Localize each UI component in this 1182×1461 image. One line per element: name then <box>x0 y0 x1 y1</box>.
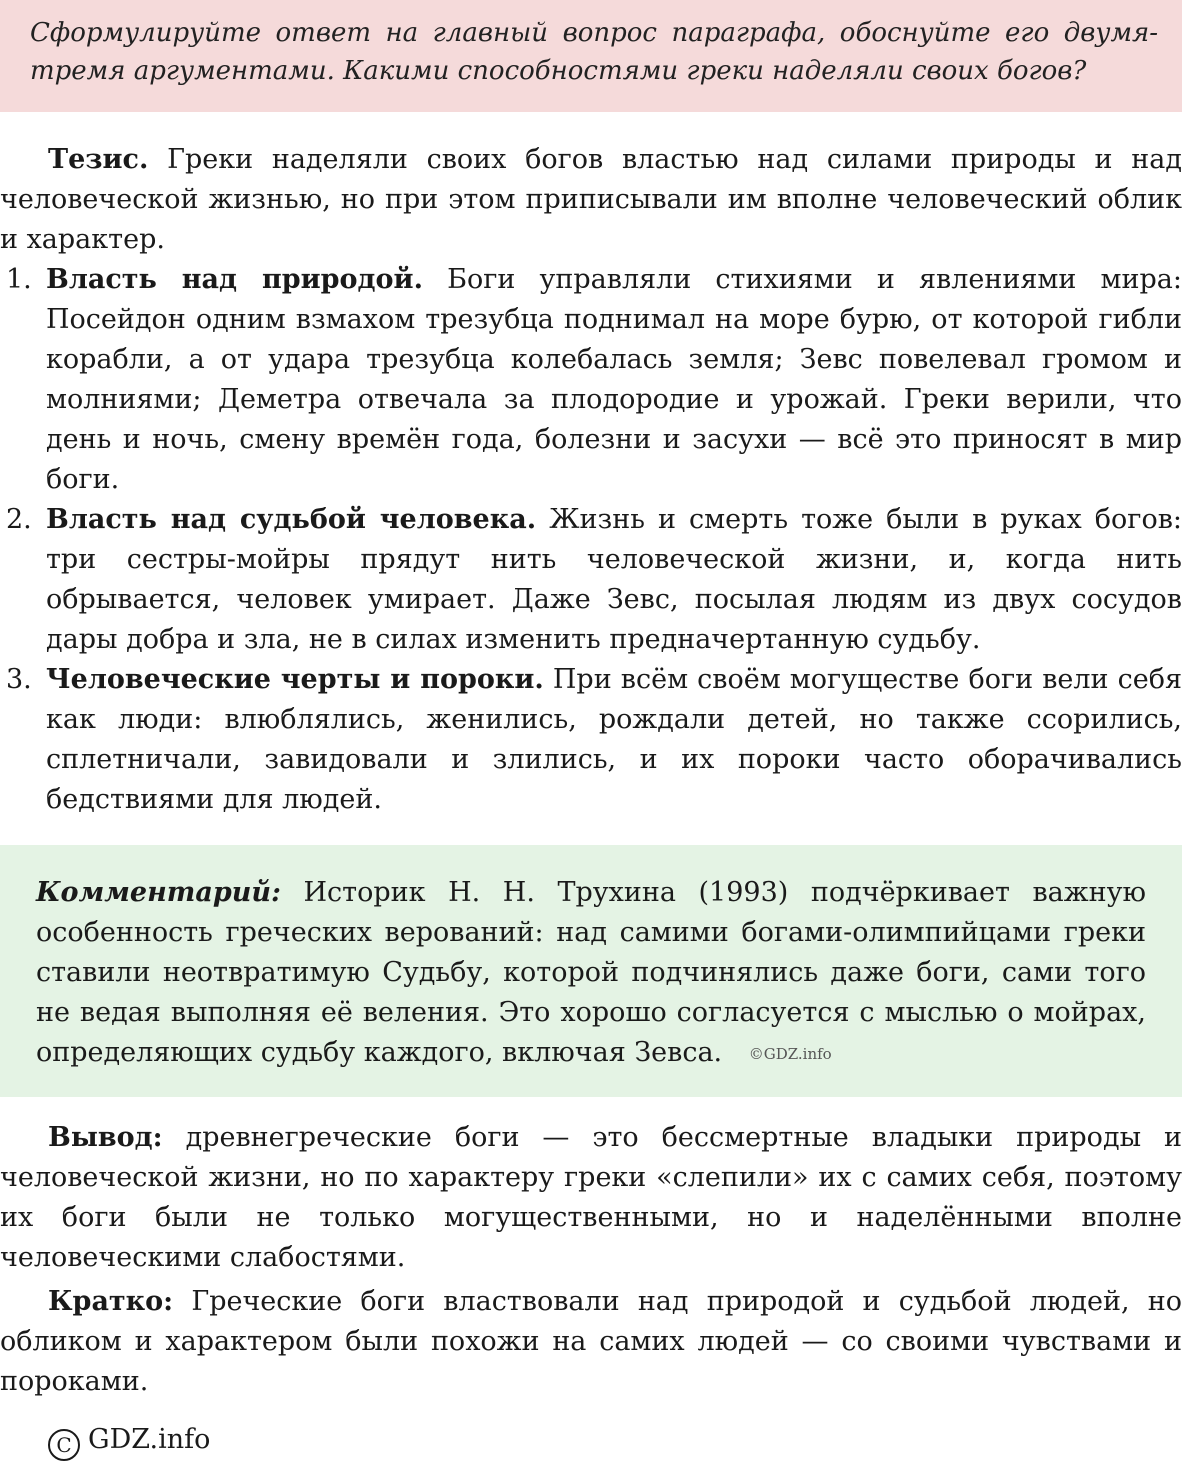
comment-watermark: ©GDZ.info <box>748 1044 832 1063</box>
comment-text: Историк Н. Н. Трухина (1993) подчёркивает важную особенность греческих верований: над самими богами-олимпийцами греки ставили неотвратимую Судьбу, которой подчинялись даже боги, сами того не ведая выполняя её веления. Это хорошо согласуется с мыслью о мойрах, определяющих судьбу каждого, включая Зевса. <box>36 877 1146 1068</box>
comment-paragraph <box>36 873 1146 1074</box>
conclusion-paragraph <box>0 1118 1182 1278</box>
thesis-label: Тезис. <box>48 144 149 175</box>
conclusion-section <box>0 1118 1182 1402</box>
task-question-box <box>0 0 1182 112</box>
argument-text: При всём своём могуществе боги вели себя как люди: влюблялись, женились, рождали детей, но также ссорились, сплетничали, завидовали и злились, и их пороки часто оборачивались бедствиями для людей. <box>46 664 1182 815</box>
copyright-icon: C <box>48 1429 80 1461</box>
footer-site: GDZ.info <box>88 1424 211 1455</box>
argument-item <box>0 500 1182 660</box>
thesis-paragraph <box>0 140 1182 260</box>
summary-text: Греческие боги властвовали над природой и судьбой людей, но обликом и характером были похожи на самих людей — со своими чувствами и пороками. <box>0 1286 1182 1397</box>
summary-label: Кратко: <box>48 1286 174 1317</box>
argument-title: Власть над судьбой человека. <box>46 504 537 535</box>
conclusion-text: древнегреческие боги — это бессмертные владыки природы и человеческой жизни, но по характеру греки «слепили» их с самих себя, поэтому их боги были не только могущественными, но и наделёнными вполне человеческими слабостями. <box>0 1122 1182 1273</box>
argument-title: Власть над природой. <box>46 264 423 295</box>
argument-item <box>0 660 1182 820</box>
argument-number: 1. <box>6 264 32 295</box>
argument-title: Человеческие черты и пороки. <box>46 664 544 695</box>
argument-number: 3. <box>6 664 32 695</box>
task-question-text: Сформулируйте ответ на главный вопрос параграфа, обоснуйте его двумя-тремя аргументами. Какими способностями греки наделяли своих богов? <box>30 18 1158 86</box>
conclusion-label: Вывод: <box>48 1122 163 1153</box>
argument-number: 2. <box>6 504 32 535</box>
argument-item <box>0 260 1182 500</box>
footer-copyright <box>48 1420 210 1461</box>
comment-box <box>0 845 1182 1097</box>
argument-text: Боги управляли стихиями и явлениями мира: Посейдон одним взмахом трезубца поднимал на море бурю, от которой гибли корабли, а от удара трезубца колебалась земля; Зевс повелевал громом и молниями; Деметра отвечала за плодородие и урожай. Греки верили, что день и ночь, смену времён года, болезни и засухи — всё это приносят в мир боги. <box>46 264 1182 495</box>
thesis-text: Греки наделяли своих богов властью над силами природы и над человеческой жизнью, но при этом приписывали им вполне человеческий облик и характер. <box>0 144 1182 255</box>
arguments-list <box>0 260 1182 820</box>
answer-body <box>0 140 1182 820</box>
argument-text: Жизнь и смерть тоже были в руках богов: три сестры-мойры прядут нить человеческой жизни, и, когда нить обрывается, человек умирает. Даже Зевс, посылая людям из двух сосудов дары добра и зла, не в силах изменить предначертанную судьбу. <box>46 504 1182 655</box>
comment-label: Комментарий: <box>36 877 281 908</box>
summary-paragraph <box>0 1282 1182 1402</box>
